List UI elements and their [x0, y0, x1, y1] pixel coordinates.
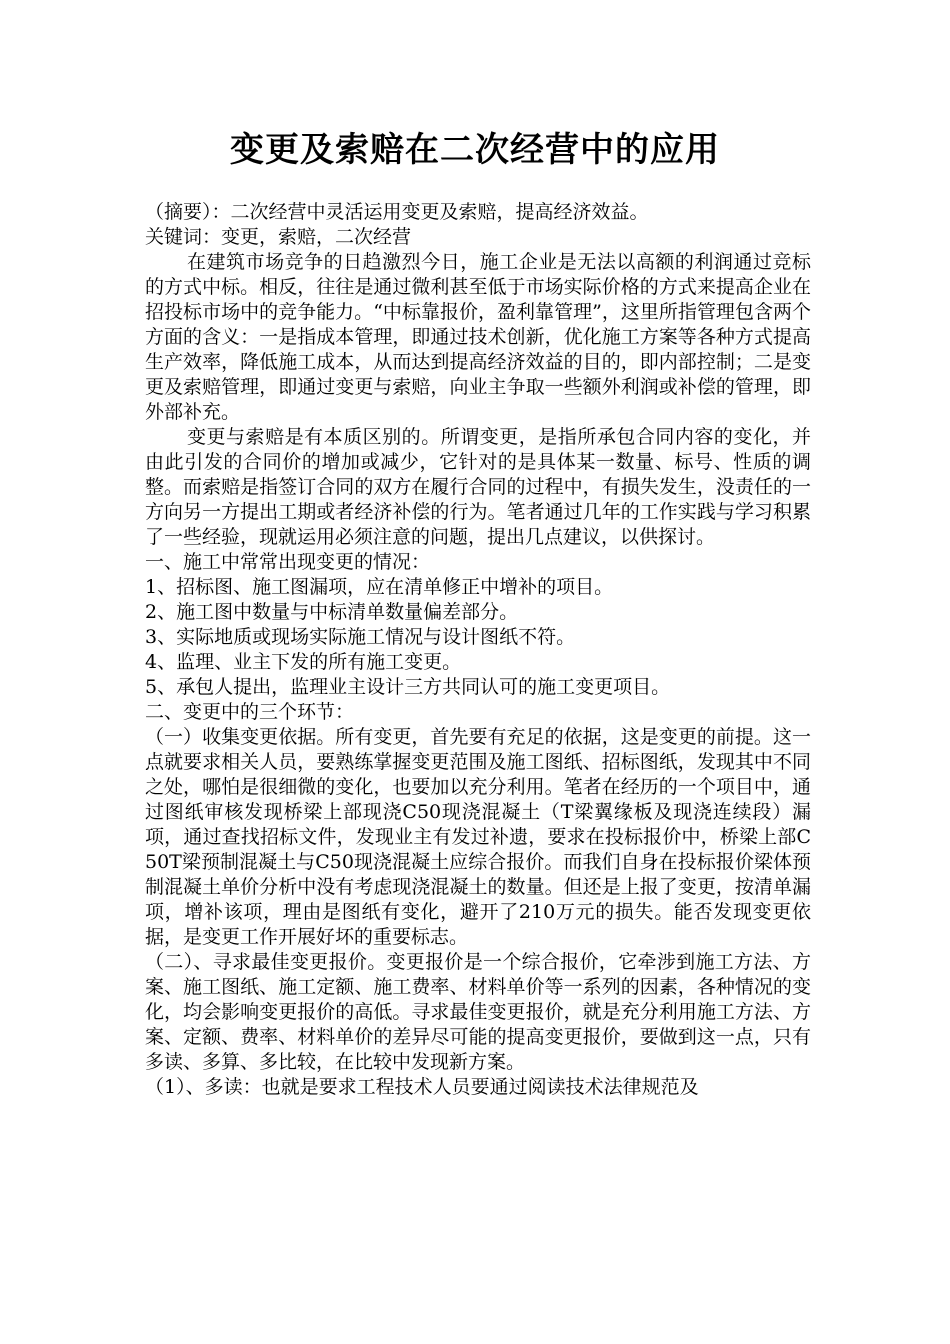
list-item: 2、施工图中数量与中标清单数量偏差部分。 — [145, 601, 519, 623]
document-body — [145, 200, 811, 1100]
intro-paragraph: 在建筑市场竞争的日趋激烈今日，施工企业是无法以高额的利润通过竞标的方式中标。相反，往往是通过微利甚至低于市场实际价格的方式来提高企业在招投标市场中的竞争能力。“中标靠报价，盈利靠管理”，这里所指管理包含两个方面的含义：一是指成本管理，即通过技术创新，优化施工方案等各种方式提高生产效率，降低施工成本，从而达到提高经济效益的目的，即内部控制；二是变更及索赔管理，即通过变更与索赔，向业主争取一些额外利润或补偿的管理，即外部补充。 — [145, 251, 811, 423]
list-item: 5、承包人提出，监理业主设计三方共同认可的施工变更项目。 — [145, 676, 671, 698]
list-item: 1、招标图、施工图漏项，应在清单修正中增补的项目。 — [145, 576, 614, 598]
subsection-paragraph: （一）收集变更依据。所有变更，首先要有充足的依据，这是变更的前提。这一点就要求相关人员，要熟练掌握变更范围及施工图纸、招标图纸，发现其中不同之处，哪怕是很细微的变化，也要加以充分利用。笔者在经历的一个项目中，通过图纸审核发现桥梁上部现浇C50现浇混凝土（T梁翼缘板及现浇连续段）漏项，通过查找招标文件，发现业主有发过补遗，要求在投标报价中，桥梁上部C50T梁预制混凝土与C50现浇混凝土应综合报价。而我们自身在投标报价梁体预制混凝土单价分析中没有考虑现浇混凝土的数量。但还是上报了变更，按清单漏项，增补该项，理由是图纸有变化，避开了210万元的损失。能否发现变更依据，是变更工作开展好坏的重要标志。 — [145, 726, 811, 948]
subsection-paragraph: （1）、多读：也就是要求工程技术人员要通过阅读技术法律规范及 — [145, 1076, 699, 1098]
document-title: 变更及索赔在二次经营中的应用 — [230, 130, 720, 170]
list-item: 4、监理、业主下发的所有施工变更。 — [145, 651, 462, 673]
abstract: （摘要）：二次经营中灵活运用变更及索赔，提高经济效益。 — [145, 201, 649, 223]
keywords: 关键词：变更，索赔，二次经营 — [145, 226, 412, 248]
section-heading: 一、施工中常常出现变更的情况： — [145, 551, 431, 573]
list-item: 3、实际地质或现场实际施工情况与设计图纸不符。 — [145, 626, 576, 648]
section-heading: 二、变更中的三个环节： — [145, 701, 355, 723]
subsection-paragraph: （二）、寻求最佳变更报价。变更报价是一个综合报价，它牵涉到施工方法、方案、施工图纸、施工定额、施工费率、材料单价等一系列的因素，各种情况的变化，均会影响变更报价的高低。寻求最佳变更报价，就是充分利用施工方法、方案、定额、费率、材料单价的差异尽可能的提高变更报价，要做到这一点，只有多读、多算、多比较，在比较中发现新方案。 — [145, 951, 811, 1073]
definition-paragraph: 变更与索赔是有本质区别的。所谓变更，是指所承包合同内容的变化，并由此引发的合同价的增加或减少，它针对的是具体某一数量、标号、性质的调整。而索赔是指签订合同的双方在履行合同的过程中，有损失发生，没责任的一方向另一方提出工期或者经济补偿的行为。笔者通过几年的工作实践与学习积累了一些经验，现就运用必须注意的问题，提出几点建议，以供探讨。 — [145, 426, 811, 548]
